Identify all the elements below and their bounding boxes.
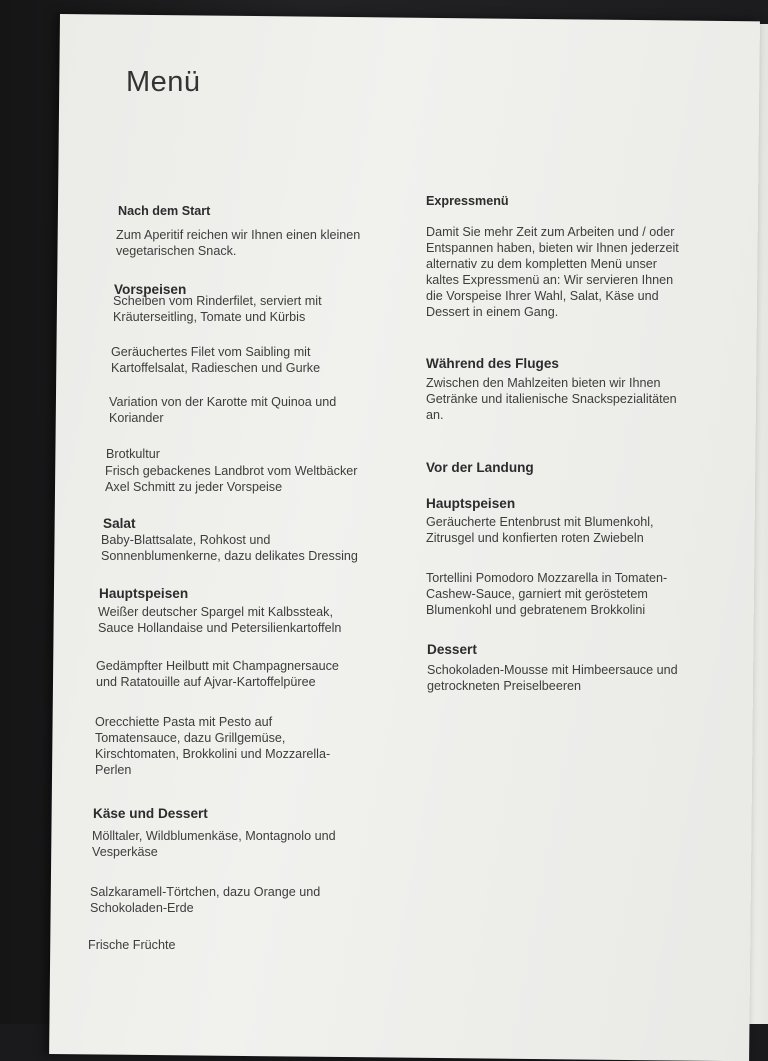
kaese-dessert-heading: Käse und Dessert (93, 806, 208, 821)
hauptspeise-item: Tortellini Pomodoro Mozzarella in Tomaten- Cashew-Sauce, garniert mit geröstetem Blumenkohl und gebratenem Brokkolini (426, 571, 668, 617)
salat-heading: Salat (103, 516, 136, 531)
hauptspeise-item: Weißer deutscher Spargel mit Kalbssteak, Sauce Hollandaise und Petersilienkartoffeln (98, 605, 342, 635)
kaese-dessert-item: Frische Früchte (88, 938, 176, 952)
page-title: Menü (126, 66, 201, 98)
kaese-dessert-item: Salzkaramell-Törtchen, dazu Orange und Schokoladen-Erde (90, 885, 321, 915)
nach-dem-start-text: Zum Aperitif reichen wir Ihnen einen kleinen vegetarischen Snack. (116, 228, 361, 258)
waehrend-fluges-text: Zwischen den Mahlzeiten bieten wir Ihnen Getränke und italienische Snackspezialitäten an. (426, 376, 677, 422)
hauptspeise-item: Gedämpfter Heilbutt mit Champagnersauce und Ratatouille auf Ajvar-Kartoffelpüree (96, 659, 339, 689)
vorspeise-item: Geräuchertes Filet vom Saibling mit Kartoffelsalat, Radieschen und Gurke (111, 345, 321, 375)
salat-text: Baby-Blattsalate, Rohkost und Sonnenblumenkerne, dazu delikates Dressing (101, 533, 358, 563)
nach-dem-start-heading: Nach dem Start (118, 204, 211, 218)
vorspeisen-heading: Vorspeisen (114, 282, 187, 297)
hauptspeisen-heading: Hauptspeisen (426, 496, 516, 511)
brotkultur-heading: Brotkultur (106, 447, 160, 461)
expressmenu-heading: Expressmenü (426, 194, 509, 208)
dessert-text: Schokoladen-Mousse mit Himbeersauce und getrockneten Preiselbeeren (427, 663, 678, 693)
vorspeise-item: Scheiben vom Rinderfilet, serviert mit Kräuterseitling, Tomate und Kürbis (113, 294, 322, 324)
brotkultur-text: Frisch gebackenes Landbrot vom Weltbäcker Axel Schmitt zu jeder Vorspeise (105, 464, 358, 494)
vorspeise-item: Variation von der Karotte mit Quinoa und Koriander (109, 395, 337, 425)
vor-der-landung-heading: Vor der Landung (426, 460, 534, 475)
hauptspeisen-heading: Hauptspeisen (99, 586, 189, 601)
expressmenu-text: Damit Sie mehr Zeit zum Arbeiten und / oder Entspannen haben, bieten wir Ihnen jederzeit alternativ zu dem kompletten Menü unser kaltes Expressmenü an: Wir servieren Ihnen die Vorspeise Ihrer Wahl, Salat, Käse und Dessert in einem Gang. (426, 225, 679, 319)
dessert-heading: Dessert (427, 642, 477, 657)
hauptspeise-item: Orecchiette Pasta mit Pesto auf Tomatensauce, dazu Grillgemüse, Kirschtomaten, Brokkolini und Mozzarella- Perlen (95, 715, 331, 777)
waehrend-fluges-heading: Während des Fluges (426, 356, 559, 371)
hauptspeise-item: Geräucherte Entenbrust mit Blumenkohl, Zitrusgel und konfierten roten Zwiebeln (426, 515, 654, 545)
kaese-dessert-item: Mölltaler, Wildblumenkäse, Montagnolo und Vesperkäse (92, 829, 336, 859)
